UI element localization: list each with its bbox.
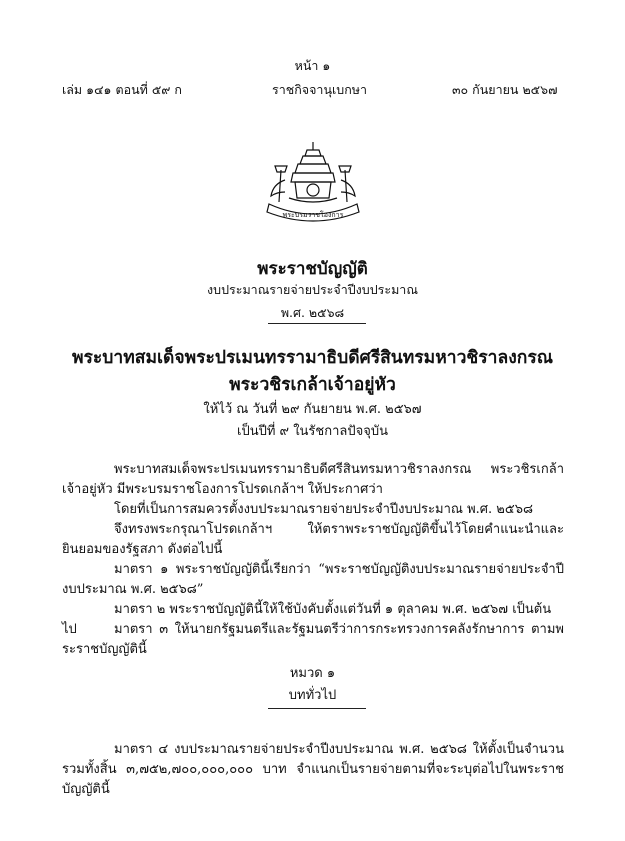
gazette-date: ๓๐ กันยายน ๒๕๖๗ — [452, 82, 558, 97]
page-number: หน้า ๑ — [294, 58, 331, 73]
section-1: มาตรา ๑ พระราชบัญญัตินี้เรียกว่า “พระราชบัญญัติงบประมาณรายจ่ายประจำปี งบประมาณ พ.ศ. ๒๕๖๘” — [62, 562, 564, 597]
gazette-name: ราชกิจจานุเบกษา — [272, 82, 368, 97]
volume-issue: เล่ม ๑๔๑ ตอนที่ ๕๙ ก — [62, 82, 182, 97]
preamble-paragraph: จึงทรงพระกรุณาโปรดเกล้าฯ ให้ตราพระราชบัญญัติขึ้นไว้โดยคำแนะนำและยินยอมของรัฐสภา ดังต่อไปนี้ — [62, 522, 564, 557]
section-4: มาตรา ๔ งบประมาณรายจ่ายประจำปีงบประมาณ พ.ศ. ๒๕๖๘ ให้ตั้งเป็นจำนวน รวมทั้งสิ้น ๓,๗๕๒,๗๐๐,๐๐๐,๐๐๐ บาท จำแนกเป็นรายจ่ายตามที่จะระบุต่อไปในพระราชบัญญัตินี้ — [62, 742, 564, 797]
preamble-paragraph: พระบาทสมเด็จพระปรเมนทรรามาธิบดีศรีสินทรมหาวชิราลงกรณ พระวชิรเกล้าเจ้าอยู่หัว มีพระบรมราชโองการโปรดเกล้าฯ ให้ประกาศว่า — [62, 462, 564, 497]
preamble-paragraph: โดยที่เป็นการสมควรตั้งงบประมาณรายจ่ายประจำปีงบประมาณ พ.ศ. ๒๕๖๘ — [114, 502, 533, 517]
king-name-line1: พระบาทสมเด็จพระปรเมนทรรามาธิบดีศรีสินทรมหาวชิราลงกรณ — [71, 348, 554, 368]
act-year: พ.ศ. ๒๕๖๘ — [280, 305, 345, 320]
seal-text: พระบรมราชโองการ — [282, 211, 344, 219]
reign-year: เป็นปีที่ ๙ ในรัชกาลปัจจุบัน — [237, 424, 388, 439]
divider — [268, 323, 366, 324]
king-name-line2: พระวชิรเกล้าเจ้าอยู่หัว — [229, 375, 396, 395]
act-subtitle: งบประมาณรายจ่ายประจำปีงบประมาณ — [207, 282, 418, 297]
act-title: พระราชบัญญัติ — [257, 259, 368, 279]
chapter-number: หมวด ๑ — [289, 666, 336, 681]
divider — [268, 708, 366, 709]
given-date: ให้ไว้ ณ วันที่ ๒๙ กันยายน พ.ศ. ๒๕๖๗ — [203, 402, 422, 417]
section-3: มาตรา ๓ ให้นายกรัฐมนตรีและรัฐมนตรีว่าการกระทรวงการคลังรักษาการ ตามพระราชบัญญัตินี้ — [62, 622, 564, 657]
section-2: มาตรา ๒ พระราชบัญญัตินี้ให้ใช้บังคับตั้งแต่วันที่ ๑ ตุลาคม พ.ศ. ๒๕๖๗ เป็นต้นไป — [62, 602, 552, 637]
royal-seal-icon — [255, 140, 371, 228]
chapter-name: บททั่วไป — [288, 688, 337, 703]
